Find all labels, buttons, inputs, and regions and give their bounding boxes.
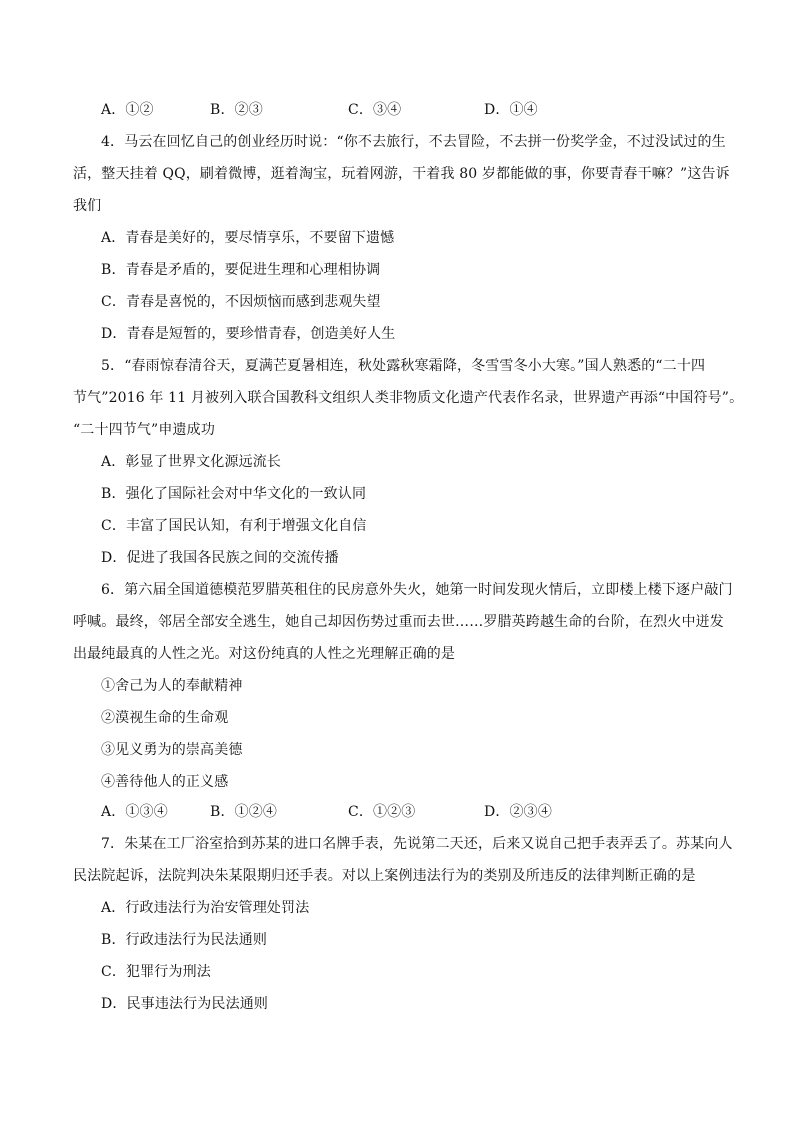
q4-option-d: D．青春是短暂的，要珍惜青春，创造美好人生	[101, 326, 396, 342]
q5-option-a: A．彰显了世界文化源远流长	[101, 454, 282, 470]
q6-option-a: A．①③④	[101, 804, 168, 820]
q5-stem-line-2: 节气”2016 年 11 月被列入联合国教科文组织人类非物质文化遗产代表作名录，世界遗产再添“中国符号”。	[73, 390, 744, 406]
q7-stem-line-1: 7．朱某在工厂浴室拾到苏某的进口名牌手表，先说第二天还，后来又说自己把手表弄丢了。苏某向人	[101, 836, 733, 852]
q3-option-c: C．③④	[348, 102, 402, 118]
q6-stem-line-3: 出最纯最真的人性之光。对这份纯真的人性之光理解正确的是	[73, 646, 456, 662]
q5-stem-line-1: 5．“春雨惊春清谷天，夏满芒夏暑相连，秋处露秋寒霜降，冬雪雪冬小大寒。”国人熟悉的“二十四	[101, 358, 706, 374]
q5-option-c: C．丰富了国民认知，有利于增强文化自信	[101, 518, 367, 534]
q6-statement-1: ①舍己为人的奉献精神	[101, 678, 243, 694]
q7-option-c: C．犯罪行为刑法	[101, 964, 211, 980]
q7-option-a: A．行政违法行为治安管理处罚法	[101, 900, 310, 916]
q4-stem-line-3: 我们	[73, 198, 102, 214]
q3-option-b: B．②③	[210, 102, 263, 118]
q4-option-b: B．青春是矛盾的，要促进生理和心理相协调	[101, 262, 381, 278]
q4-stem-line-2: 活，整天挂着 QQ，刷着微博，逛着淘宝，玩着网游，干着我 80 岁都能做的事，你要青春干嘛？”这告诉	[73, 166, 730, 182]
q4-option-c: C．青春是喜悦的，不因烦恼而感到悲观失望	[101, 294, 381, 310]
q5-option-d: D．促进了我国各民族之间的交流传播	[101, 550, 339, 566]
q6-options	[0, 802, 794, 822]
q3-option-d: D．①④	[484, 102, 538, 118]
q4-option-a: A．青春是美好的，要尽情享乐，不要留下遗憾	[101, 230, 395, 246]
q7-stem-line-2: 民法院起诉，法院判决朱某限期归还手表。对以上案例违法行为的类别及所违反的法律判断正确的是	[73, 868, 696, 884]
q7-option-b: B．行政违法行为民法通则	[101, 932, 268, 948]
q5-stem-line-3: “二十四节气”申遗成功	[73, 422, 215, 438]
q6-statement-3: ③见义勇为的崇高美德	[101, 742, 243, 758]
q6-option-c: C．①②③	[348, 804, 416, 820]
q3-option-a: A．①②	[101, 102, 154, 118]
q4-stem-line-1: 4．马云在回忆自己的创业经历时说：“你不去旅行，不去冒险，不去拼一份奖学金，不过没试过的生	[101, 134, 726, 150]
q3-options	[0, 100, 794, 120]
q6-statement-4: ④善待他人的正义感	[101, 774, 229, 790]
q5-option-b: B．强化了国际社会对中华文化的一致认同	[101, 486, 367, 502]
q6-stem-line-2: 呼喊。最终，邻居全部安全逃生，她自己却因伤势过重而去世……罗腊英跨越生命的台阶，在烈火中迸发	[73, 614, 724, 630]
q7-option-d: D．民事违法行为民法通则	[101, 996, 269, 1012]
q6-option-d: D．②③④	[484, 804, 552, 820]
q6-stem-line-1: 6．第六届全国道德模范罗腊英租住的民房意外失火，她第一时间发现火情后，立即楼上楼下逐户敲门	[101, 582, 733, 598]
q6-statement-2: ②漠视生命的生命观	[101, 710, 229, 726]
q6-option-b: B．①②④	[210, 804, 278, 820]
